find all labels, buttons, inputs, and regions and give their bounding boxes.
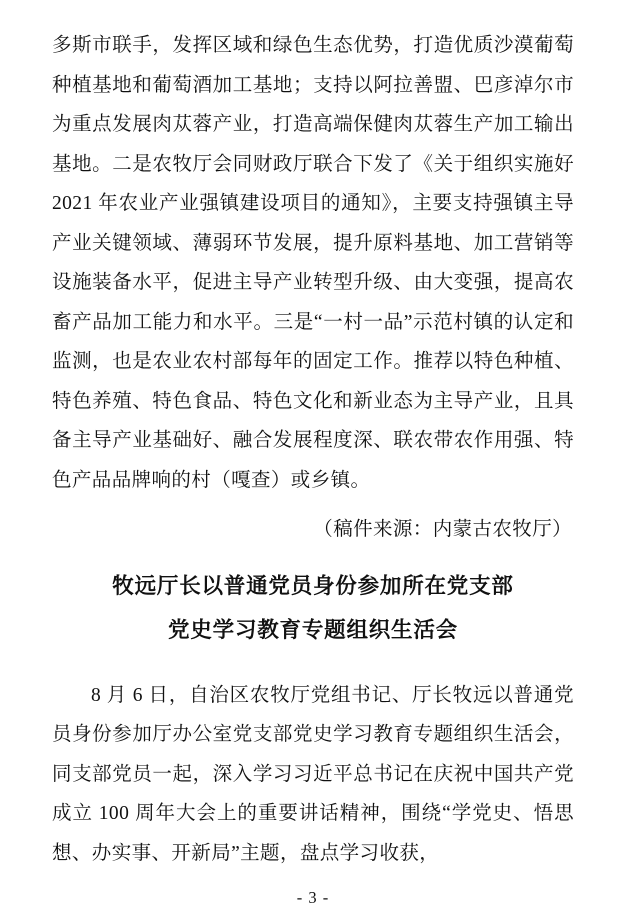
article-headline [52, 564, 574, 652]
page-number: - 3 - [296, 888, 330, 907]
headline-line-2: 党史学习教育专题组织生活会 [168, 617, 458, 642]
paragraph-continued: 多斯市联手，发挥区域和绿色生态优势，打造优质沙漠葡萄种植基地和葡萄酒加工基地；支持以阿拉善盟、巴彦淖尔市为重点发展肉苁蓉产业，打造高端保健肉苁蓉生产加工输出基地。二是农牧厅会同财政厅联合下发了《关于组织实施好 2021 年农业产业强镇建设项目的通知》，主要支持强镇主导产业关键领域、薄弱环节发展，提升原料基地、加工营销等设施装备水平，促进主导产业转型升级、由大变强，提高农畜产品加工能力和水平。三是“一村一品”示范村镇的认定和监测，也是农业农村部每年的固定工作。推荐以特色种植、特色养殖、特色食品、特色文化和新业态为主导产业，且具备主导产业基础好、融合发展程度深、联农带农作用强、特色产品品牌响的村（嘎查）或乡镇。 [52, 35, 574, 491]
headline-line-1: 牧远厅长以普通党员身份参加所在党支部 [112, 573, 514, 598]
source-note: （稿件来源：内蒙古农牧厅） [313, 519, 572, 540]
headline-spacer [52, 652, 574, 676]
article-paragraph-1: 8 月 6 日，自治区农牧厅党组书记、厅长牧远以普通党员身份参加厅办公室党支部党史学习教育专题组织生活会，同支部党员一起，深入学习习近平总书记在庆祝中国共产党成立 100 周年大会上的重要讲话精神，围绕“学党史、悟思想、办实事、开新局”主题，盘点学习收获， [52, 684, 574, 864]
